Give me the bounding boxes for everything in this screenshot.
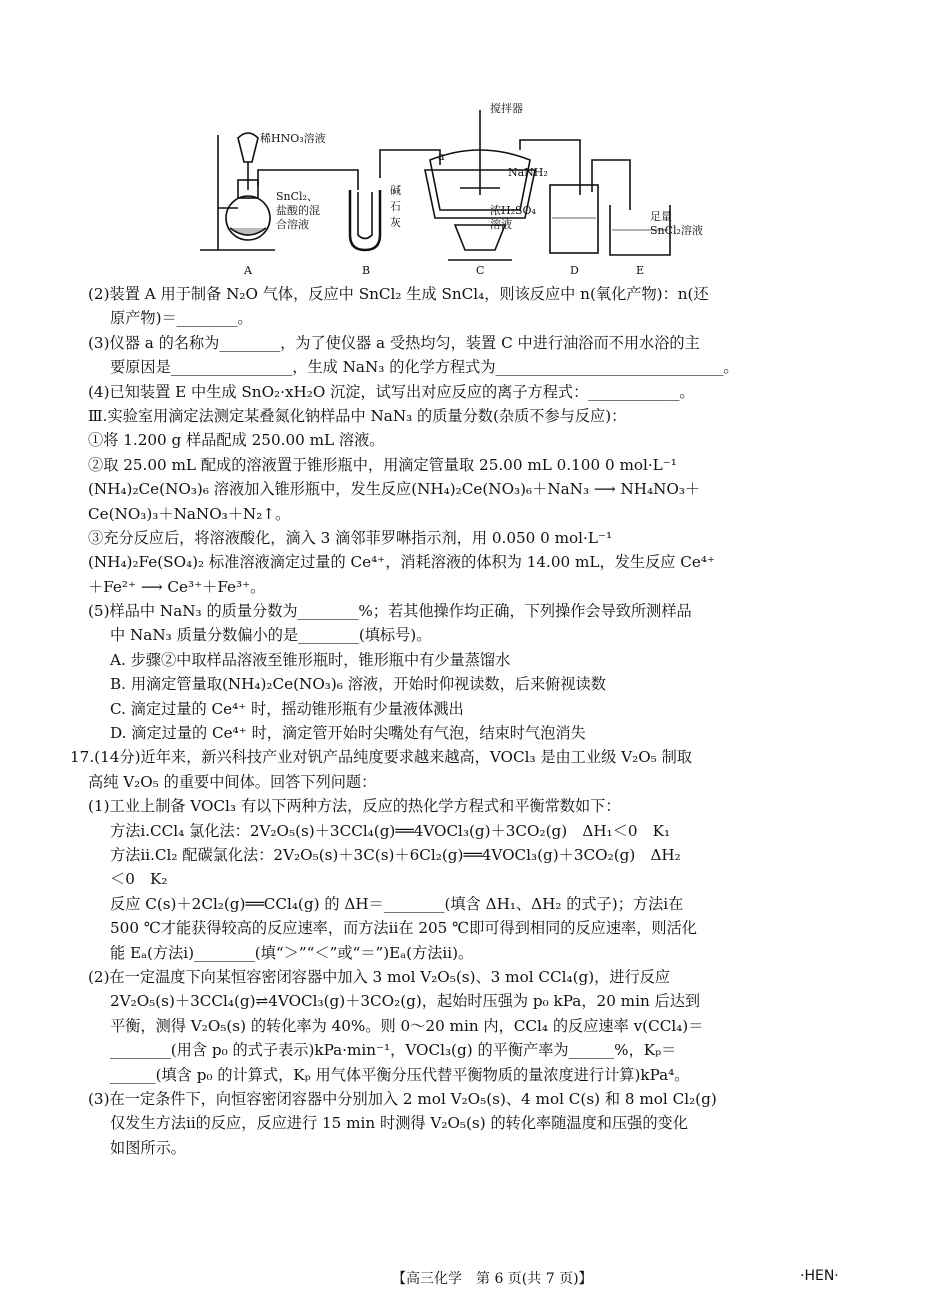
text-line: 平衡，测得 V₂O₅(s) 的转化率为 40%。则 0～20 min 内，CCl₄ 的反应速率 v(CCl₄)＝ <box>110 1016 704 1035</box>
footer-code: ·HEN· <box>800 1268 839 1284</box>
page-footer <box>0 1268 925 1292</box>
label-dilute-hno3: 稀HNO₃溶液 <box>260 132 326 145</box>
dropping-funnel-icon <box>238 133 258 162</box>
text-line: (2)装置 A 用于制备 N₂O 气体，反应中 SnCl₂ 生成 SnCl₄，则该反应中 n(氧化产物)：n(还 <box>88 285 709 303</box>
text-line: 高纯 V₂O₅ 的重要中间体。回答下列问题： <box>88 772 377 791</box>
text-line: 如图所示。 <box>110 1138 186 1157</box>
option-c: C. 滴定过量的 Ce⁴⁺ 时，摇动锥形瓶有少量液体溅出 <box>110 699 464 718</box>
label-C: C <box>476 264 485 277</box>
text-line: ＜0 K₂ <box>110 870 168 889</box>
apparatus-svg <box>190 100 750 280</box>
text-line: (NH₄)₂Fe(SO₄)₂ 标准溶液滴定过量的 Ce⁴⁺，消耗溶液的体积为 14.00 mL，发生反应 Ce⁴⁺ <box>88 553 715 572</box>
text-line: 反应 C(s)＋2Cl₂(g)══CCl₄(g) 的 ΔH＝________(填含 ΔH₁、ΔH₂ 的式子)；方法ⅰ在 <box>110 894 684 913</box>
text-line: 要原因是________________，生成 NaN₃ 的化学方程式为______________________________。 <box>110 358 739 377</box>
text-line: (2)在一定温度下向某恒容密闭容器中加入 3 mol V₂O₅(s)、3 mol CCl₄(g)，进行反应 <box>88 967 671 986</box>
label-sncl2-3: 合溶液 <box>276 218 309 231</box>
text-line: (3)仪器 a 的名称为________，为了使仪器 a 受热均匀，装置 C 中进行油浴而不用水浴的主 <box>88 333 700 352</box>
label-sncl2-1: SnCl₂、 <box>276 190 318 203</box>
label-sodalime-1: 碱 <box>390 184 401 197</box>
text-line: (4)已知装置 E 中生成 SnO₂·xH₂O 沉淀，试写出对应反应的离子方程式：____________。 <box>88 382 695 401</box>
label-nanh2: NaNH₂ <box>508 166 548 179</box>
text-line: ＋Fe²⁺ ⟶ Ce³⁺＋Fe³⁺。 <box>88 577 266 596</box>
text-line: (1)工业上制备 VOCl₃ 有以下两种方法，反应的热化学方程式和平衡常数如下： <box>88 797 621 816</box>
footer-page-info: 【高三化学 第 6 页(共 7 页)】 <box>392 1271 593 1287</box>
text-line: 原产物)＝________。 <box>110 309 253 328</box>
text-line: 能 Eₐ(方法ⅰ)________(填“＞”“＜”或“＝”)Eₐ(方法ⅱ)。 <box>110 943 474 962</box>
label-excess-2: SnCl₂溶液 <box>650 224 703 237</box>
question-17-header: 17.(14分)近年来，新兴科技产业对钒产品纯度要求越来越高，VOCl₃ 是由工业级 V₂O₅ 制取 <box>70 748 692 767</box>
option-d: D. 滴定过量的 Ce⁴⁺ 时，滴定管开始时尖嘴处有气泡，结束时气泡消失 <box>110 724 586 743</box>
text-line: ______(填含 p₀ 的计算式，Kₚ 用气体平衡分压代替平衡物质的量浓度进行计算)kPa⁴。 <box>110 1065 690 1084</box>
option-b: B. 用滴定管量取(NH₄)₂Ce(NO₃)₆ 溶液，开始时仰视读数，后来俯视读数 <box>110 675 606 694</box>
method-1: 方法ⅰ.CCl₄ 氯化法：2V₂O₅(s)＋3CCl₄(g)══4VOCl₃(g)＋3CO₂(g) ΔH₁＜0 K₁ <box>110 821 671 840</box>
label-sncl2-2: 盐酸的混 <box>276 204 320 217</box>
label-h2so4-2: 溶液 <box>490 218 512 231</box>
label-A: A <box>244 264 252 277</box>
label-sodalime-3: 灰 <box>390 216 401 229</box>
label-E: E <box>636 264 645 277</box>
label-h2so4-1: 浓H₂SO₄ <box>490 204 536 217</box>
text-line: (5)样品中 NaN₃ 的质量分数为________%；若其他操作均正确，下列操作会导致所测样品 <box>88 602 692 621</box>
text-line: ②取 25.00 mL 配成的溶液置于锥形瓶中，用滴定管量取 25.00 mL 0.100 0 mol·L⁻¹ <box>88 455 677 474</box>
label-sodalime-2: 石 <box>390 200 401 213</box>
option-a: A. 步骤②中取样品溶液至锥形瓶时，锥形瓶中有少量蒸馏水 <box>110 650 511 669</box>
method-2: 方法ⅱ.Cl₂ 配碳氯化法：2V₂O₅(s)＋3C(s)＋6Cl₂(g)══4VOCl₃(g)＋3CO₂(g) ΔH₂ <box>110 845 681 864</box>
text-line: 2V₂O₅(s)＋3CCl₄(g)⇌4VOCl₃(g)＋3CO₂(g)，起始时压强为 p₀ kPa，20 min 后达到 <box>110 992 701 1011</box>
text-line: ①将 1.200 g 样品配成 250.00 mL 溶液。 <box>88 431 385 450</box>
text-line: 仅发生方法ⅱ的反应，反应进行 15 min 时测得 V₂O₅(s) 的转化率随温度和压强的变化 <box>110 1114 688 1133</box>
text-line: 中 NaN₃ 质量分数偏小的是________(填标号)。 <box>110 626 432 645</box>
question-text <box>70 282 848 1160</box>
text-line: ________(用含 p₀ 的式子表示)kPa·min⁻¹，VOCl₃(g) 的平衡产率为______%，Kₚ＝ <box>110 1041 677 1060</box>
label-excess-1: 足量 <box>650 210 672 223</box>
text-line: Ⅲ.实验室用滴定法测定某叠氮化钠样品中 NaN₃ 的质量分数(杂质不参与反应)： <box>88 406 627 425</box>
text-line: (3)在一定条件下，向恒容密闭容器中分别加入 2 mol V₂O₅(s)、4 mol C(s) 和 8 mol Cl₂(g) <box>88 1089 717 1108</box>
text-line: (NH₄)₂Ce(NO₃)₆ 溶液加入锥形瓶中，发生反应(NH₄)₂Ce(NO₃)₆＋NaN₃ ⟶ NH₄NO₃＋ <box>88 480 701 499</box>
text-line: 500 ℃才能获得较高的反应速率，而方法ⅱ在 205 ℃即可得到相同的反应速率，则活化 <box>110 919 697 938</box>
label-stirrer: 搅拌器 <box>490 102 523 115</box>
wash-bottle-d-icon <box>550 185 598 253</box>
experimental-apparatus-diagram <box>190 100 750 280</box>
label-B: B <box>362 264 371 277</box>
u-tube-icon <box>350 190 380 250</box>
text-line: ③充分反应后，将溶液酸化，滴入 3 滴邻菲罗啉指示剂，用 0.050 0 mol·L⁻¹ <box>88 528 613 547</box>
label-a: a <box>438 150 445 163</box>
text-line: Ce(NO₃)₃＋NaNO₃＋N₂↑。 <box>88 504 291 523</box>
label-D: D <box>570 264 579 277</box>
